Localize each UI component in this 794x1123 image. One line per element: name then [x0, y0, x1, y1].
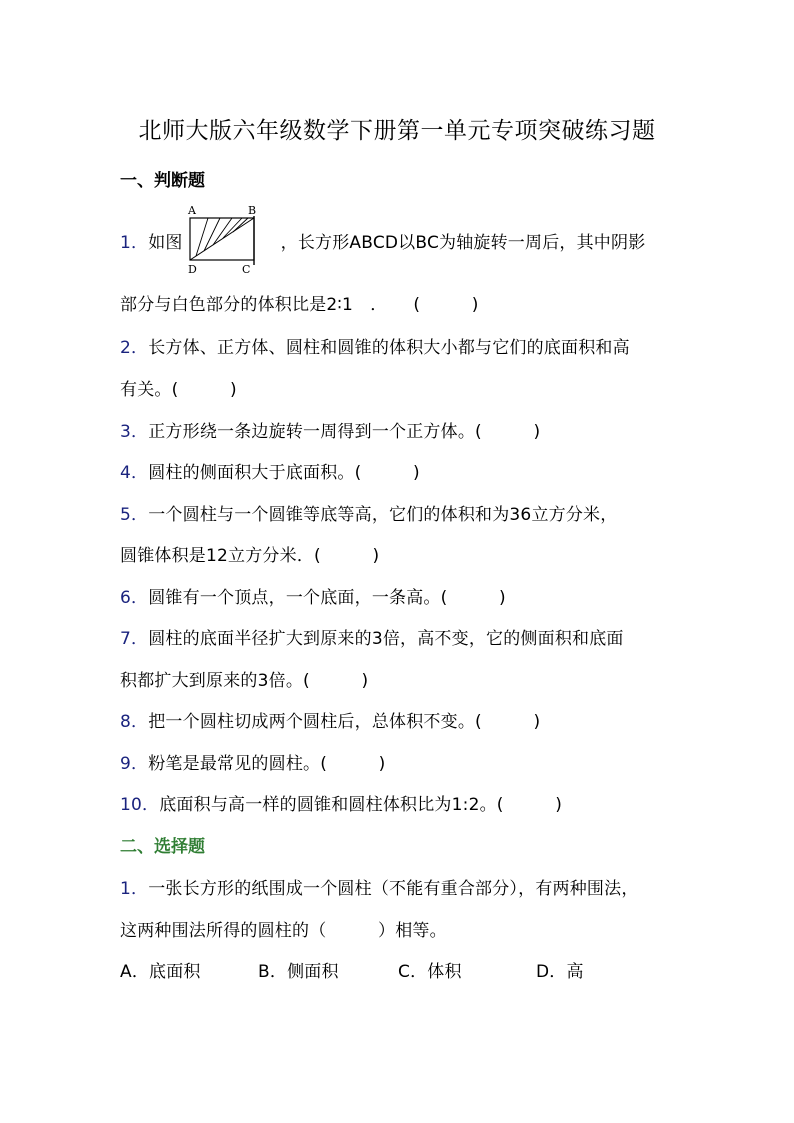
rectangle-figure	[186, 203, 266, 275]
diagonal-line	[190, 218, 254, 260]
option-b[interactable]: B．侧面积	[258, 962, 339, 982]
figure-label-d: D	[188, 263, 197, 275]
question-text: 圆柱的底面半径扩大到原来的3倍，高不变，它的侧面积和底面	[148, 629, 624, 649]
question-number: 9．	[120, 754, 149, 774]
question-text: 圆锥有一个顶点，一个底面，一条高。( )	[148, 588, 506, 608]
choice-question-1-line-2: 这两种围法所得的圆柱的（ ）相等。	[120, 921, 447, 941]
question-number: 2．	[120, 338, 149, 358]
question-number: 3．	[120, 422, 149, 442]
figure-label-c: C	[242, 263, 251, 275]
question-7-line-2: 积都扩大到原来的3倍。( )	[120, 671, 369, 691]
question-text: 粉笔是最常见的圆柱。( )	[148, 754, 386, 774]
question-text: 长方体、正方体、圆柱和圆锥的体积大小都与它们的底面积和高	[148, 338, 630, 358]
question-text: ，长方形ABCD以BC为轴旋转一周后，其中阴影	[280, 233, 646, 253]
question-2-line-1	[120, 333, 630, 358]
question-number: 8．	[120, 712, 149, 732]
section-heading-multiple-choice: 二、选择题	[120, 837, 205, 857]
question-text: 如图	[148, 233, 183, 253]
figure-label-b: B	[248, 204, 257, 217]
hatch-line	[196, 218, 208, 256]
question-5-line-1	[120, 500, 617, 525]
question-number: 1．	[120, 879, 149, 899]
question-number: 4．	[120, 463, 149, 483]
question-7-line-1	[120, 624, 624, 649]
question-5-line-2: 圆锥体积是12立方分米．( )	[120, 546, 380, 566]
question-text: 把一个圆柱切成两个圆柱后，总体积不变。( )	[148, 712, 541, 732]
question-6	[120, 583, 506, 608]
question-9	[120, 749, 385, 774]
section-heading-true-false: 一、判断题	[120, 171, 205, 191]
option-d[interactable]: D．高	[536, 962, 584, 982]
question-text: 圆柱的侧面积大于底面积。( )	[148, 463, 420, 483]
question-number: 1．	[120, 233, 149, 253]
question-number: 7．	[120, 629, 149, 649]
option-a[interactable]: A．底面积	[120, 962, 201, 982]
question-number: 6．	[120, 588, 149, 608]
choice-options	[120, 957, 584, 982]
question-text: 一个圆柱与一个圆锥等底等高，它们的体积和为36立方分米，	[148, 505, 618, 525]
figure-label-a: A	[188, 204, 196, 217]
question-number: 5．	[120, 505, 149, 525]
question-text: 正方形绕一条边旋转一周得到一个正方体。( )	[148, 422, 541, 442]
page-title: 北师大版六年级数学下册第一单元专项突破练习题	[138, 118, 656, 144]
question-3	[120, 417, 540, 442]
question-text: 底面积与高一样的圆锥和圆柱体积比为1:2。( )	[159, 795, 563, 815]
question-text: 一张长方形的纸围成一个圆柱（不能有重合部分），有两种围法，	[148, 879, 639, 899]
question-2-line-2: 有关。( )	[120, 380, 237, 400]
option-c[interactable]: C．体积	[398, 962, 462, 982]
choice-question-1-line-1	[120, 874, 639, 899]
question-number: 10．	[120, 795, 160, 815]
question-1-line-2: 部分与白色部分的体积比是2∶1 ． ( )	[120, 295, 479, 315]
question-10	[120, 790, 562, 815]
question-8	[120, 707, 540, 732]
question-4	[120, 458, 420, 483]
